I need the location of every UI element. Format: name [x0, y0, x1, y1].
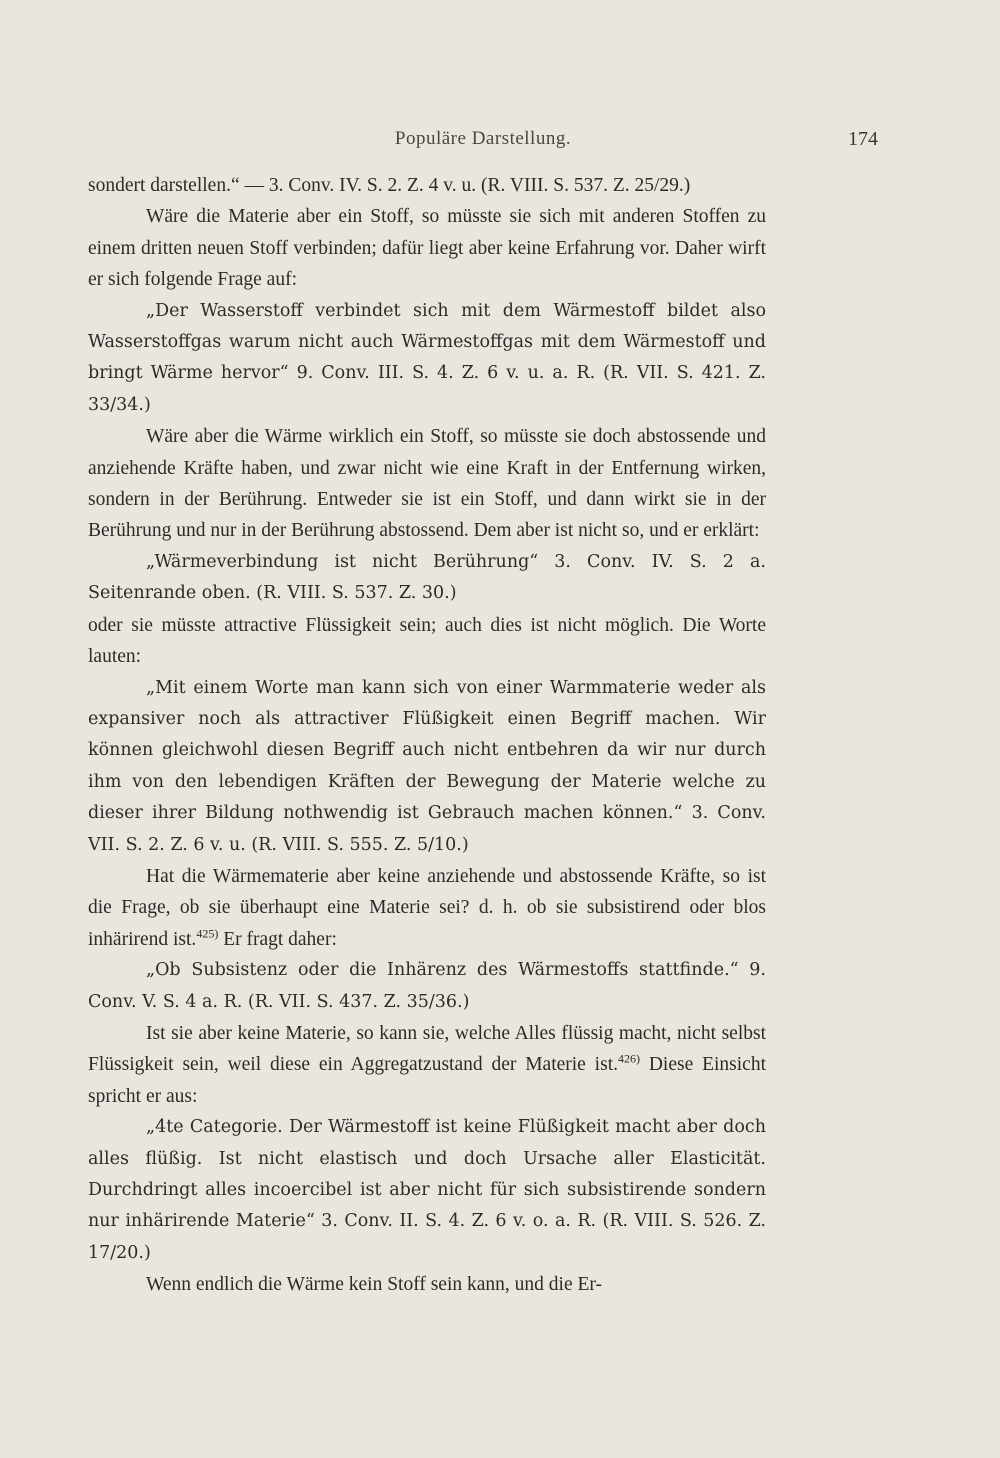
paragraph-text: Wäre die Materie aber ein Stoff, so müsste sie sich mit anderen Stoffen zu einem dritten neuen Stoff verbinden; dafür liegt aber keine Erfahrung vor. Daher wirft er sich folgende Frage auf:	[88, 206, 766, 291]
paragraph-text: sondert darstellen.“ — 3. Conv. IV. S. 2. Z. 4 v. u. (R. VIII. S. 537. Z. 25/29.)	[88, 175, 691, 196]
paragraph-text: „Mit einem Worte man kann sich von einer Warmmaterie weder als expansiver noch als attractiver Flüßigkeit einen Begriff machen. Wir können gleichwohl diesen Begriff auch nicht entbehren da wir nur durch ihm von den lebendigen Kräften der Bewegung der Materie welche zu dieser ihrer Bildung nothwendig ist Gebrauch machen können.“ 3. Conv. VII. S. 2. Z. 6 v. u. (R. VIII. S. 555. Z. 5/10.)	[88, 677, 766, 855]
paragraph-text: Hat die Wärmematerie aber keine anziehende und abstossende Kräfte, so ist die Frage, ob sie überhaupt eine Materie sei? d. h. ob sie subsistirend oder blos inhärirend ist.	[88, 865, 766, 950]
paragraph-text: Wäre aber die Wärme wirklich ein Stoff, so müsste sie doch abstossende und anziehende Kräfte haben, und zwar nicht wie eine Kraft in der Entfernung wirken, sondern in der Berührung. Entweder sie ist ein Stoff, und dann wirkt sie in der Berührung und nur in der Berührung abstossend. Dem aber ist nicht so, und er erklärt:	[88, 426, 766, 542]
quote-paragraph	[88, 673, 766, 861]
page-number: 174	[848, 128, 878, 150]
paragraph	[88, 1269, 766, 1300]
paragraph	[88, 201, 766, 295]
quote-paragraph	[88, 955, 766, 1018]
paragraph-text: Ist sie aber keine Materie, so kann sie, welche Alles flüssig macht, nicht selbst Flüssigkeit sein, weil diese ein Aggregatzustand der Materie ist.	[88, 1022, 766, 1076]
paragraph-text-continued: Er fragt daher:	[218, 928, 337, 950]
paragraph	[88, 861, 766, 955]
paragraph-text: „4te Categorie. Der Wärmestoff ist keine Flüßigkeit macht aber doch alles flüßig. Ist nicht elastisch und doch Ursache aller Elasticität. Durchdringt alles incoercibel ist aber nicht für sich subsistirende sondern nur inhärirende Materie“ 3. Conv. II. S. 4. Z. 6 v. o. a. R. (R. VIII. S. 526. Z. 17/20.)	[88, 1117, 766, 1263]
body-text	[88, 170, 766, 1301]
footnote-ref: 426)	[617, 1051, 640, 1066]
paragraph	[88, 1018, 766, 1112]
quote-paragraph	[88, 1112, 766, 1269]
paragraph-text: oder sie müsste attractive Flüssigkeit sein; auch dies ist nicht möglich. Die Worte lauten:	[88, 614, 766, 668]
paragraph-text-continued: Diese Einsicht spricht er aus:	[88, 1054, 766, 1107]
footnote-ref: 425)	[196, 926, 219, 941]
running-title: Populäre Darstellung.	[394, 128, 572, 149]
paragraph-text: „Der Wasserstoff verbindet sich mit dem Wärmestoff bildet also Wasserstoffgas warum nicht auch Wärmestoffgas mit dem Wärmestoff und bringt Wärme hervor“ 9. Conv. III. S. 4. Z. 6 v. u. a. R. (R. VII. S. 421. Z. 33/34.)	[88, 300, 766, 415]
page-header	[88, 128, 878, 158]
quote-paragraph	[88, 547, 766, 610]
paragraph	[88, 170, 766, 201]
paragraph-text: „Ob Subsistenz oder die Inhärenz des Wärmestoffs stattfinde.“ 9. Conv. V. S. 4 a. R. (R. VII. S. 437. Z. 35/36.)	[88, 960, 766, 1012]
quote-paragraph	[88, 296, 766, 422]
paragraph-text: Wenn endlich die Wärme kein Stoff sein kann, und die Er-	[146, 1274, 602, 1296]
paragraph	[88, 421, 766, 547]
paragraph-text: „Wärmeverbindung ist nicht Berührung“ 3. Conv. IV. S. 2 a. Seitenrande oben. (R. VIII. S. 537. Z. 30.)	[88, 551, 766, 604]
paragraph	[88, 610, 766, 673]
